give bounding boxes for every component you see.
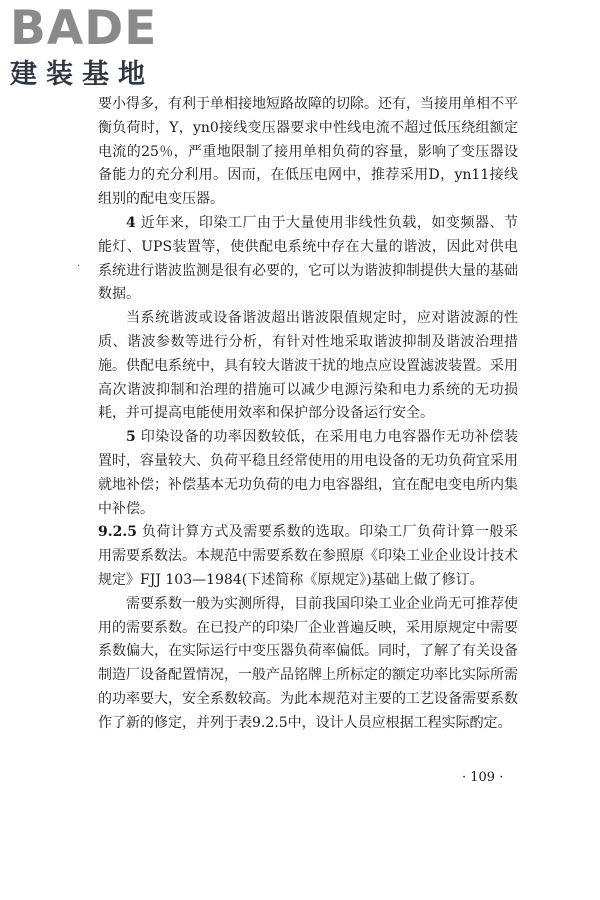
- item-number: 4: [126, 214, 136, 231]
- section-number: 9.2.5: [98, 524, 137, 541]
- paragraph-text: 近年来，印染工厂由于大量使用非线性负载，如变频器、节能灯、UPS装置等，使供配电系统中存在大量的谐波，因此对供电系统进行谐波监测是很有必要的，它可以为谐波抑制提供大量的基础数据。: [98, 214, 518, 303]
- margin-dot: ·: [77, 261, 81, 272]
- paragraph-continuation: [98, 93, 518, 212]
- page-number: · 109 ·: [462, 770, 504, 785]
- brand-logo-wordmark: BADE: [10, 1, 158, 56]
- paragraph-demand-factor: [98, 593, 518, 736]
- paragraph-item-4: [98, 212, 518, 307]
- paragraph-text: 印染设备的功率因数较低，在采用电力电容器作无功补偿装置时，容量较大、负荷平稳且经常使用的用电设备的无功负荷宜采用就地补偿；补偿基本无功负荷的电力电容器组，宜在配电变电所内集中补偿。: [98, 429, 518, 517]
- paragraph-text: 当系统谐波或设备谐波超出谐波限值规定时，应对谐波源的性质、谐波参数等进行分析，有针对性地采取谐波抑制及谐波治理措施。供配电系统中，具有较大谐波干扰的地点应设置滤波装置。采用高次谐波抑制和治理的措施可以减少电源污染和电力系统的无功损耗，并可提高电能使用效率和保护部分设备运行安全。: [98, 310, 518, 422]
- paragraph-item-5: [98, 426, 518, 521]
- paragraph-text: 需要系数一般为实测所得，目前我国印染工业企业尚无可推荐使用的需要系数。在已投产的印染厂企业普遍反映，采用原规定中需要系数偏大，在实际运行中变压器负荷率偏低。同时，了解了有关设备制造厂设备配置情况，一般产品铭牌上所标定的额定功率比实际所需的功率要大，安全系数较高。为此本规范对主要的工艺设备需要系数作了新的修定，并列于表9.2.5中，设计人员应根据工程实际酌定。: [98, 595, 518, 731]
- item-number: 5: [126, 429, 136, 446]
- brand-logo-tagline: 建装基地: [10, 59, 154, 90]
- paragraph-text: 负荷计算方式及需要系数的选取。印染工厂负荷计算一般采用需要系数法。本规范中需要系数在参照原《印染工业企业设计技术规定》FJJ 103—1984(下述简称《原规定》)基础上做了修订。: [98, 524, 518, 588]
- paragraph-text: 要小得多，有利于单相接地短路故障的切除。还有，当接用单相不平衡负荷时，Y，yn0接线变压器要求中性线电流不超过低压绕组额定电流的25％，严重地限制了接用单相负荷的容量，影响了变压器设备能力的充分利用。因而，在低压电网中，推荐采用D，yn11接线组别的配电变压器。: [98, 96, 518, 208]
- brand-logo: [10, 1, 180, 92]
- page-body: [98, 93, 518, 736]
- paragraph-harmonics: [98, 307, 518, 426]
- section-9-2-5: [98, 521, 518, 592]
